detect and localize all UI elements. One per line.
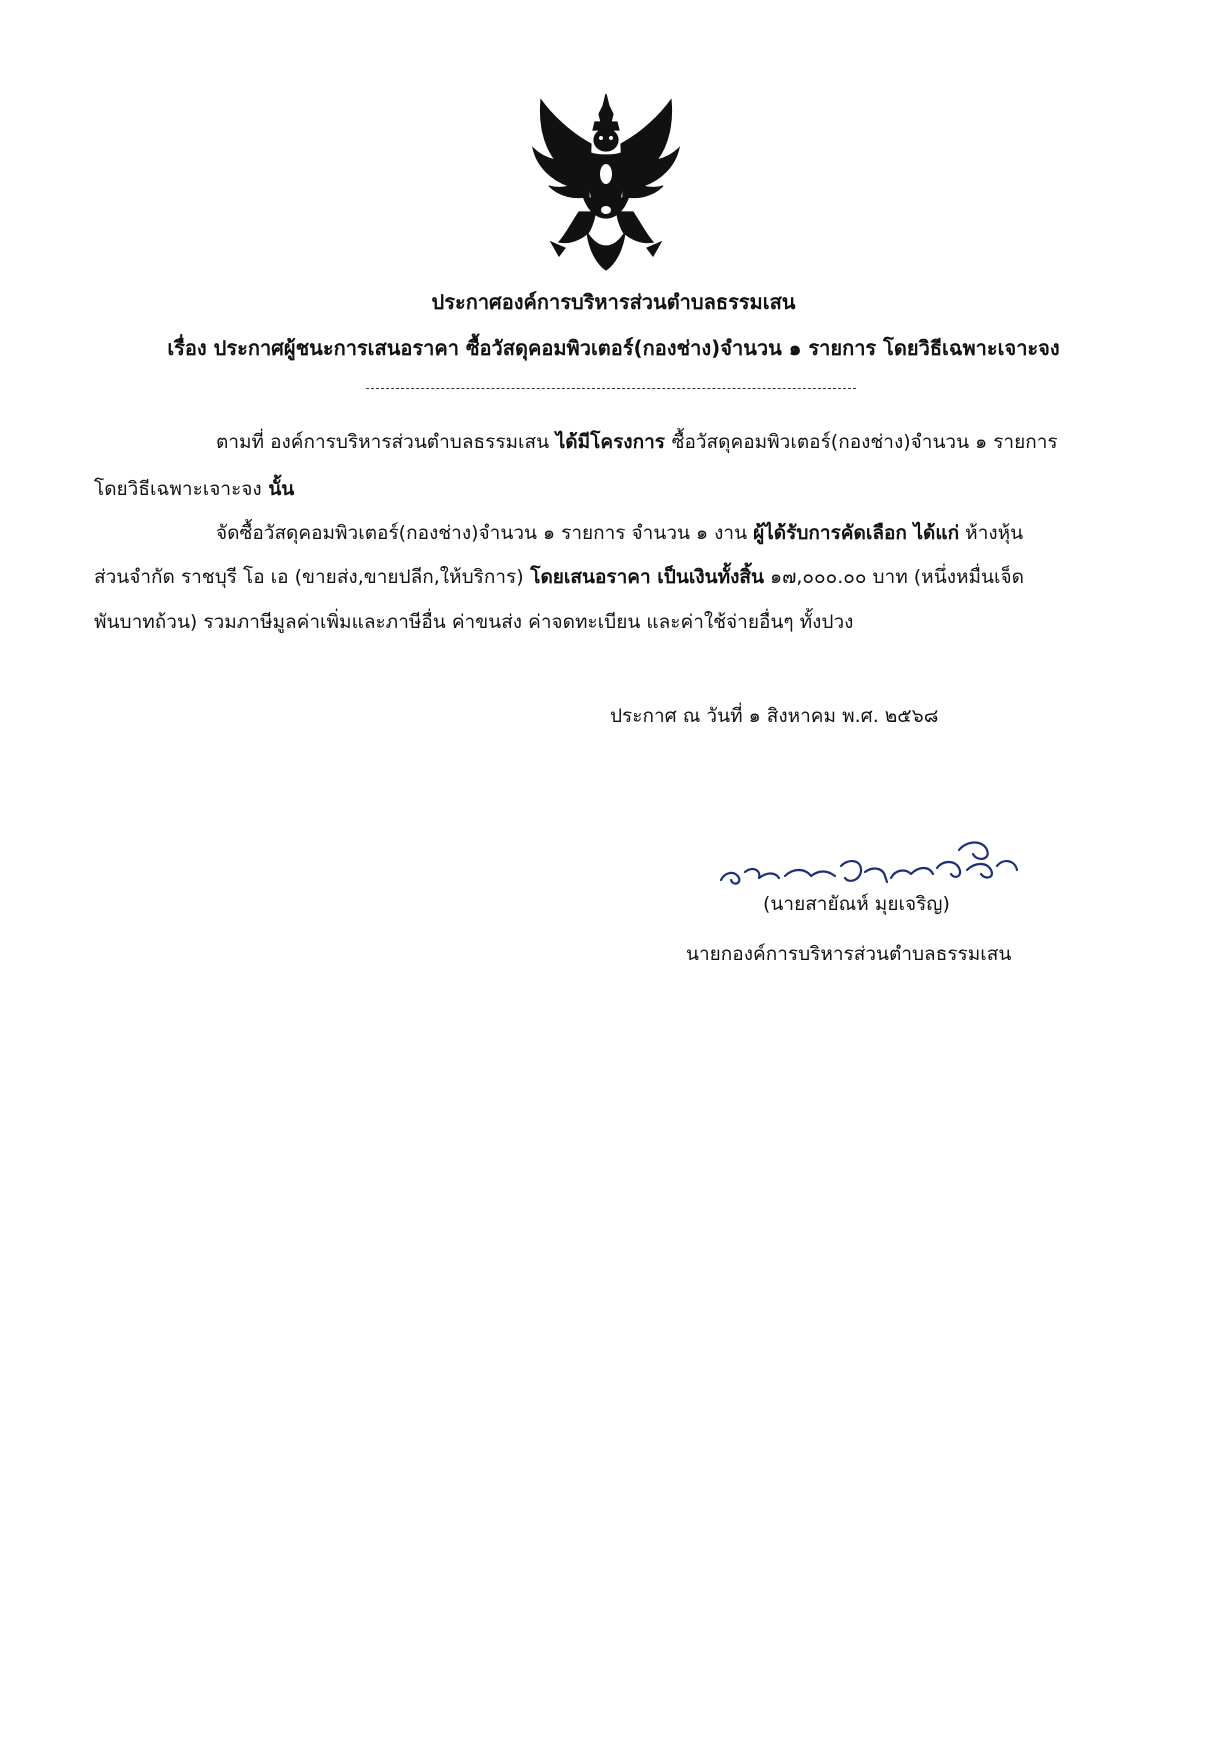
p2-vendor-name: ส่วนจำกัด ราชบุรี โอ เอ (ขายส่ง,ขายปลีก,ให้บริการ)	[94, 566, 524, 588]
org-title: ประกาศองค์การบริหารส่วนตำบลธรรมเสน	[431, 290, 796, 314]
p1-lead: ตามที่	[216, 431, 271, 453]
announcement-subject: เรื่อง ประกาศผู้ชนะการเสนอราคา ซื้อวัสดุคอมพิวเตอร์(กองช่าง)จำนวน ๑ รายการ โดยวิธีเฉพาะเจาะจง	[167, 336, 1060, 360]
announcement-date: ประกาศ ณ วันที่ ๑ สิงหาคม พ.ศ. ๒๕๖๘	[610, 705, 939, 727]
paragraph-2-line-2	[94, 562, 1024, 592]
signer-title: นายกองค์การบริหารส่วนตำบลธรรมเสน	[686, 943, 1012, 965]
p1-organization: องค์การบริหารส่วนตำบลธรรมเสน	[270, 431, 550, 453]
paragraph-2-line-3: พันบาทถ้วน) รวมภาษีมูลค่าเพิ่มและภาษีอื่น ค่าขนส่ง ค่าจดทะเบียน และค่าใช้จ่ายอื่นๆ ทั้งปวง	[94, 611, 854, 633]
p2-amount: ๑๗,๐๐๐.๐๐ บาท (หนึ่งหมื่นเจ็ด	[763, 566, 1024, 588]
signer-name: (นายสายัณห์ มุยเจริญ)	[763, 893, 950, 915]
separator-line	[366, 388, 856, 389]
p1-ending: นั้น	[261, 478, 295, 500]
p1-has-project: ได้มีโครงการ	[549, 431, 672, 453]
paragraph-1-line-2	[94, 474, 294, 504]
paragraph-2-line-1	[216, 518, 1023, 548]
p1-project-name: ซื้อวัสดุคอมพิวเตอร์(กองช่าง)จำนวน ๑ รายการ	[671, 431, 1058, 453]
p2-vendor-start: ห้างหุ้น	[959, 522, 1024, 544]
p1-method: โดยวิธีเฉพาะเจาะจง	[94, 478, 262, 500]
p2-selected-label: ผู้ได้รับการคัดเลือก ได้แก่	[753, 522, 960, 544]
paragraph-1-line-1	[216, 427, 1058, 457]
p2-lead: จัดซื้อวัสดุคอมพิวเตอร์(กองช่าง)จำนวน ๑ รายการ จำนวน ๑ งาน	[216, 522, 754, 544]
p2-total-label: เป็นเงินทั้งสิ้น	[657, 566, 764, 588]
p2-offer-label: โดยเสนอราคา	[523, 566, 658, 588]
handwritten-signature-icon	[715, 822, 1025, 894]
garuda-emblem-icon	[529, 92, 683, 272]
